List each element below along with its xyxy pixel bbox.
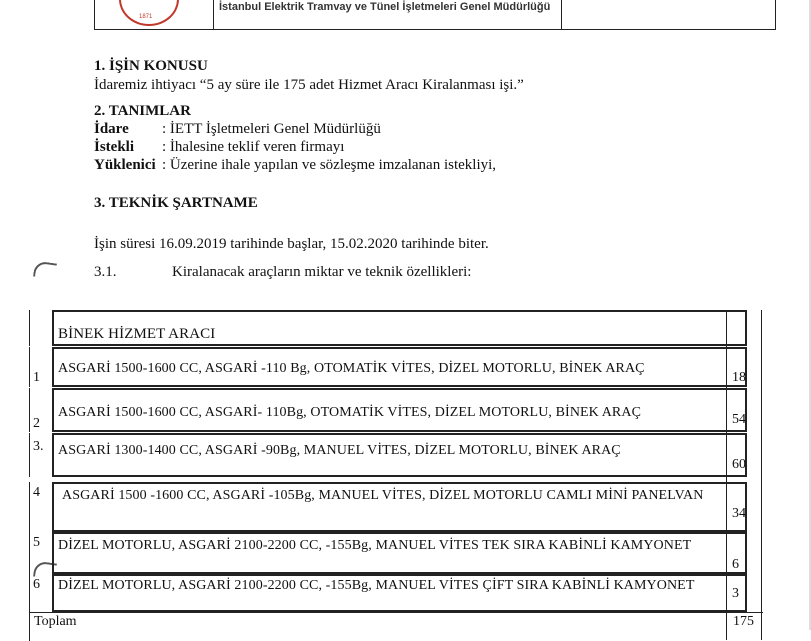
- logo-cell: [95, 0, 214, 29]
- table-row: [29, 532, 762, 574]
- definition-term: İdare: [94, 121, 129, 137]
- subsection-text: Kiralanacak araçların miktar ve teknik özellikleri:: [172, 264, 472, 280]
- binder-hole-mark: [33, 261, 57, 280]
- total-quantity: 175: [733, 614, 754, 629]
- logo-text: 1871: [139, 14, 153, 20]
- definition-value: : İETT İşletmeleri Genel Müdürlüğü: [162, 121, 381, 137]
- table-row: [29, 388, 762, 432]
- row-description: ASGARİ 1300-1400 CC, ASGARİ -90Bg, MANUEL VİTES, DİZEL MOTORLU, BİNEK ARAÇ: [52, 433, 747, 477]
- row-description: DİZEL MOTORLU, ASGARİ 2100-2200 CC, -155Bg, MANUEL VİTES TEK SIRA KABİNLİ KAMYONET: [52, 532, 747, 574]
- row-number: 5: [33, 535, 40, 550]
- definition-value: : İhalesine teklif veren firmayı: [162, 139, 345, 155]
- table-row: [29, 347, 762, 387]
- row-quantity: 54: [732, 412, 746, 427]
- row-quantity: 6: [732, 557, 739, 572]
- table-row: [29, 433, 762, 477]
- table-header-row: [29, 310, 762, 346]
- table-total-row: [29, 612, 763, 641]
- section-1-text: İdaremiz ihtiyacı “5 ay süre ile 175 adet Hizmet Aracı Kiralanması işi.”: [94, 77, 524, 93]
- row-description: ASGARİ 1500-1600 CC, ASGARİ -110 Bg, OTOMATİK VİTES, DİZEL MOTORLU, BİNEK ARAÇ: [52, 347, 747, 387]
- vehicle-table: [29, 310, 762, 640]
- row-number: 1: [33, 370, 40, 385]
- row-description: ASGARİ 1500-1600 CC, ASGARİ- 110Bg, OTOMATİK VİTES, DİZEL MOTORLU, BİNEK ARAÇ: [52, 388, 747, 432]
- row-description: ASGARİ 1500 -1600 CC, ASGARİ -105Bg, MANUEL VİTES, DİZEL MOTORLU CAMLI MİNİ PANELVAN: [52, 482, 747, 532]
- definition-row: [94, 157, 496, 174]
- section-3-title: 3. TEKNİK ŞARTNAME: [94, 195, 258, 211]
- section-2-title: 2. TANIMLAR: [94, 103, 191, 119]
- table-row: [29, 574, 762, 612]
- iett-logo: [119, 0, 179, 26]
- section-1-title: 1. İŞİN KONUSU: [94, 58, 208, 74]
- definition-row: [94, 121, 381, 138]
- row-quantity: 18: [732, 370, 746, 385]
- row-number: 2: [33, 416, 40, 431]
- row-number: 3.: [33, 439, 44, 454]
- definition-row: [94, 139, 344, 156]
- document-header: [94, 0, 776, 30]
- definition-term: İstekli: [94, 139, 135, 155]
- row-description: DİZEL MOTORLU, ASGARİ 2100-2200 CC, -155Bg, MANUEL VİTES ÇİFT SIRA KABİNLİ KAMYONET: [52, 574, 747, 612]
- subsection-number: 3.1.: [94, 264, 117, 280]
- row-number: 6: [33, 577, 40, 592]
- organization-name: İstanbul Elektrik Tramvay ve Tünel İşletmeleri Genel Müdürlüğü: [219, 1, 551, 13]
- definition-value: : Üzerine ihale yapılan ve sözleşme imzalanan istekliyi,: [162, 157, 497, 173]
- table-row: [29, 482, 762, 532]
- work-duration: İşin süresi 16.09.2019 tarihinde başlar, 15.02.2020 tarihinde biter.: [94, 236, 489, 252]
- total-label: Toplam: [34, 614, 77, 629]
- row-quantity: 60: [732, 457, 746, 472]
- row-number: 4: [33, 485, 40, 500]
- row-quantity: 3: [732, 586, 739, 601]
- row-quantity: 34: [732, 506, 746, 521]
- category-header: BİNEK HİZMET ARACI: [52, 310, 747, 346]
- definition-term: Yüklenici: [94, 157, 156, 173]
